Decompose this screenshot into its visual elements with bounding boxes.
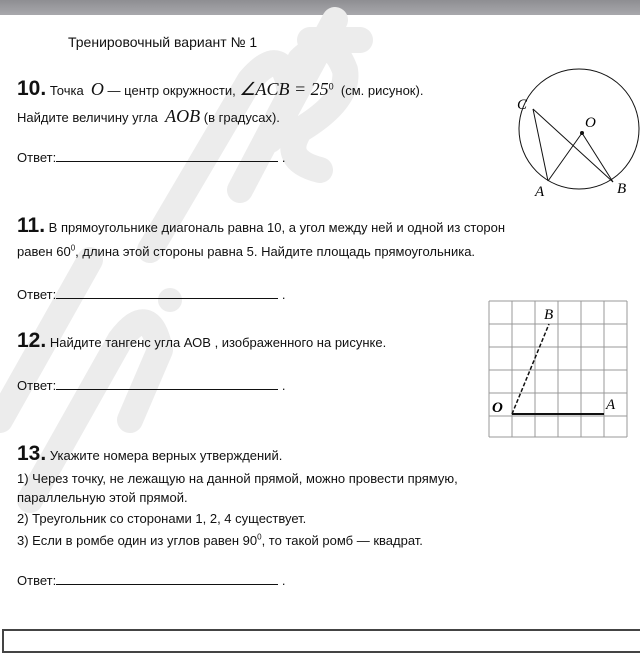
answer-dot: . <box>281 150 286 165</box>
answer-label: Ответ: <box>17 573 57 588</box>
next-section-box <box>2 629 640 653</box>
q-number: 10. <box>17 77 47 100</box>
q-number: 12. <box>17 329 47 352</box>
q-text: равен 60 <box>17 244 71 259</box>
label-c: C <box>517 97 528 113</box>
q-text: , то такой ромб — квадрат. <box>261 533 423 548</box>
answer-dot: . <box>281 287 286 302</box>
q-text: (в градусах). <box>203 110 280 125</box>
statement-3 <box>17 533 423 549</box>
math: AOB <box>165 106 201 126</box>
answer-field-10[interactable] <box>17 149 285 166</box>
q-text: Найдите величину угла <box>17 110 158 125</box>
answer-field-12[interactable] <box>17 377 285 394</box>
question-11 <box>17 214 505 238</box>
q-text: В прямоугольнике диагональ равна 10, а угол между ней и одной из сторон <box>48 220 506 235</box>
q-text: Точка <box>49 83 84 98</box>
answer-label: Ответ: <box>17 287 57 302</box>
grid-figure <box>486 298 628 440</box>
answer-field-13[interactable] <box>17 572 285 589</box>
answer-label: Ответ: <box>17 150 57 165</box>
question-10 <box>17 77 423 101</box>
degree: 0 <box>328 81 334 92</box>
question-13 <box>17 442 282 466</box>
q-text: 3) Если в ромбе один из углов равен 90 <box>17 533 258 548</box>
degree: 0 <box>70 243 76 253</box>
math: ∠ACB = 25 <box>239 79 329 99</box>
circle-figure <box>505 65 640 200</box>
label-a: A <box>535 184 545 200</box>
answer-field-11[interactable] <box>17 286 285 303</box>
q-number: 13. <box>17 442 47 465</box>
statement-1-cont: параллельную этой прямой. <box>17 490 188 505</box>
label-b: B <box>617 181 627 197</box>
statement-2: 2) Треугольник со сторонами 1, 2, 4 существует. <box>17 511 307 526</box>
answer-dot: . <box>281 378 286 393</box>
answer-dot: . <box>281 573 286 588</box>
q-text: Найдите тангенс угла АОВ , изображенного на рисунке. <box>49 335 387 350</box>
question-10-line2 <box>17 107 280 126</box>
label-b: B <box>544 307 554 323</box>
label-o: O <box>492 400 503 416</box>
statement-1: 1) Через точку, не лежащую на данной прямой, можно провести прямую, <box>17 471 458 486</box>
q-text: Укажите номера верных утверждений. <box>49 448 283 463</box>
q-text: — центр окружности, <box>107 83 236 98</box>
question-12 <box>17 329 386 353</box>
label-a: A <box>606 397 616 413</box>
q-number: 11. <box>17 214 46 237</box>
answer-label: Ответ: <box>17 378 57 393</box>
page-title: Тренировочный вариант № 1 <box>68 34 258 50</box>
label-o: O <box>585 115 596 131</box>
q-text: , длина этой стороны равна 5. Найдите площадь прямоугольника. <box>75 244 476 259</box>
math: O <box>90 79 104 99</box>
degree: 0 <box>257 532 262 542</box>
q-text: (см. рисунок). <box>340 83 424 98</box>
question-11-line2 <box>17 244 475 260</box>
